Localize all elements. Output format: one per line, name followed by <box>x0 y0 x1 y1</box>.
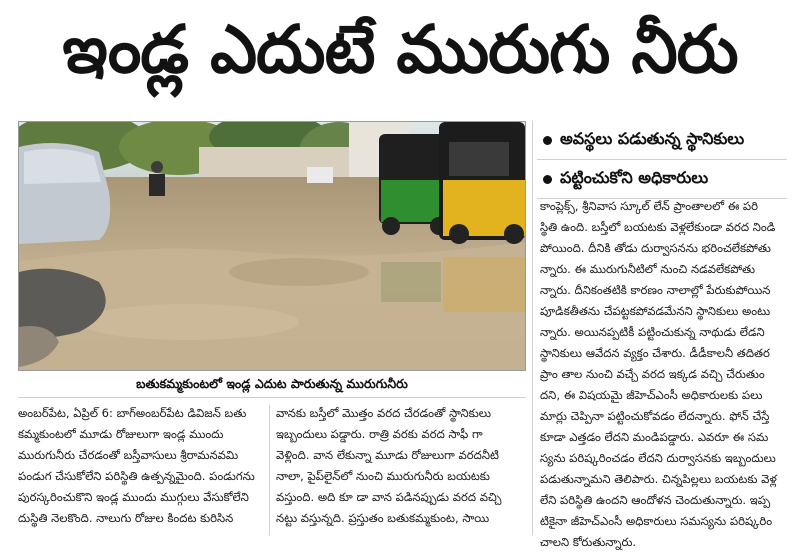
column-divider <box>269 405 270 535</box>
news-photo <box>18 121 526 371</box>
bullet-item <box>537 121 787 160</box>
article-line: ప్రాం తాల నుంచి వచ్చే వరద ఇక్కడ వచ్చి చేరుతుం <box>540 367 765 381</box>
column-divider <box>532 121 533 535</box>
article-line: మార్లు చెప్పినా పట్టించుకోవడం లేదన్నారు. ఫోన్ చేస్తే <box>540 409 770 423</box>
article-line: పోయింది. దీనికి తోడు దుర్వాసనను భరించలేకపోతు <box>540 241 771 255</box>
article-line: స్థానికులు ఆవేదన వ్యక్తం చేశారు. డీడీకాలనీ తదితర <box>540 346 770 360</box>
bullet-dot-icon <box>543 175 552 184</box>
article-column-1 <box>18 403 262 529</box>
article-line: వస్తుంది. అది కూ డా వాన పడినప్పుడు వరద వచ్చి <box>276 490 502 504</box>
article-line: మురుగునీరు చేరడంతో బస్తీవాసులు శ్రీరామనవమి <box>18 448 239 462</box>
bullet-text: అవస్థలు పడుతున్న స్థానికులు <box>560 128 745 148</box>
article-line: చాలని కోరుతున్నారు. <box>540 535 637 549</box>
article-line: పడుతున్నామని తెలిపారు. చిన్నపిల్లలు బయటకు వెళ్ల <box>540 472 777 486</box>
article-line: కాంప్లెక్స్, శ్రీనివాస స్కూల్ లేన్ ప్రాంతాలలో ఈ పరి <box>540 199 759 213</box>
headline: ఇండ్ల ఎదుటే మురుగు నీరు <box>62 11 738 88</box>
photo-caption: బతుకమ్మకుంటలో ఇండ్ల ఎదుట పారుతున్న మురుగునీరు <box>18 373 526 398</box>
article-column-3 <box>540 196 790 553</box>
article-line: స్యను పరిష్కరించడం లేదని దుర్వాసనకు ఇబ్బందులు <box>540 451 776 465</box>
article-line: పూడికతీతను చేపట్టకపోవడమేనని స్థానికులు అంటు <box>540 304 771 318</box>
article-line: టికైనా జీహెచ్ఎంసీ అధికారులు సమస్యను పరిష్కరిం <box>540 514 773 528</box>
article-line: వెళ్లింది. వాన లేకున్నా మూడు రోజులుగా వరదనీటి <box>276 448 499 462</box>
article-line: కూడా ఎత్తడం లేదని మండిపడ్డారు. ఎవరూ ఈ సమ <box>540 430 769 444</box>
article-line: న్నారు. అయినప్పటికీ పట్టించుకున్న నాథుడు లేడని <box>540 325 765 339</box>
article-line: ఇబ్బందులు పడ్డారు. రాత్రి వరకు వరద సాఫీ గా <box>276 427 483 441</box>
article-line: వానకు బస్తీలో మొత్తం వరద చేరడంతో స్థానికులు <box>276 406 491 420</box>
article-line: నట్టు వస్తున్నది. ప్రస్తుతం బతుకమ్మకుంట, సాయి <box>276 511 490 525</box>
article-line: పురస్కరించుకొని ఇండ్ల ముందు ముగ్గులు వేసుకోలేని <box>18 490 249 504</box>
article-line: దని, ఈ విషయమై జీహెచ్ఎంసీ అధికారులకు పలు <box>540 388 763 402</box>
article-line: లేని పరిస్థితి ఉందని ఆందోళన చెందుతున్నారు. ఇప్ప <box>540 493 771 507</box>
article-line: నాలా, పైప్‌లైన్‌లో నుంచి మురుగునీరు బయటకు <box>276 469 490 483</box>
article-line: పండుగ చేసుకోలేని పరిస్థితి ఉత్పన్నమైంది. పండుగను <box>18 469 255 483</box>
article-line: న్నారు. ఈ మురుగునీటిలో నుంచి నడవలేకపోతు <box>540 262 756 276</box>
bullet-item <box>537 160 787 199</box>
flooded-street-image <box>19 122 525 370</box>
article-column-2 <box>276 403 526 529</box>
article-line: న్నారు. దీనికంతటికి కారణం నాలాల్లో పేరుకుపోయిన <box>540 283 771 297</box>
bullet-text: పట్టించుకోని అధికారులు <box>560 167 709 187</box>
article-line: దుస్థితి నెలకొంది. నాలుగు రోజుల కిందట కురిసిన <box>18 511 234 525</box>
bullet-dot-icon <box>543 136 552 145</box>
article-line: కమ్మకుంటలో మూడు రోజులుగా ఇండ్ల ముందు <box>18 427 224 441</box>
article-line: అంబర్‌పేట, ఏప్రిల్ 6: బాగ్అంబర్‌పేట డివిజన్ బతు <box>18 406 247 420</box>
highlight-bullets <box>537 121 787 199</box>
article-line: స్థితి ఉంది. బస్తీలో బయటకు వెళ్లలేకుండా వరద నిండి <box>540 220 776 234</box>
